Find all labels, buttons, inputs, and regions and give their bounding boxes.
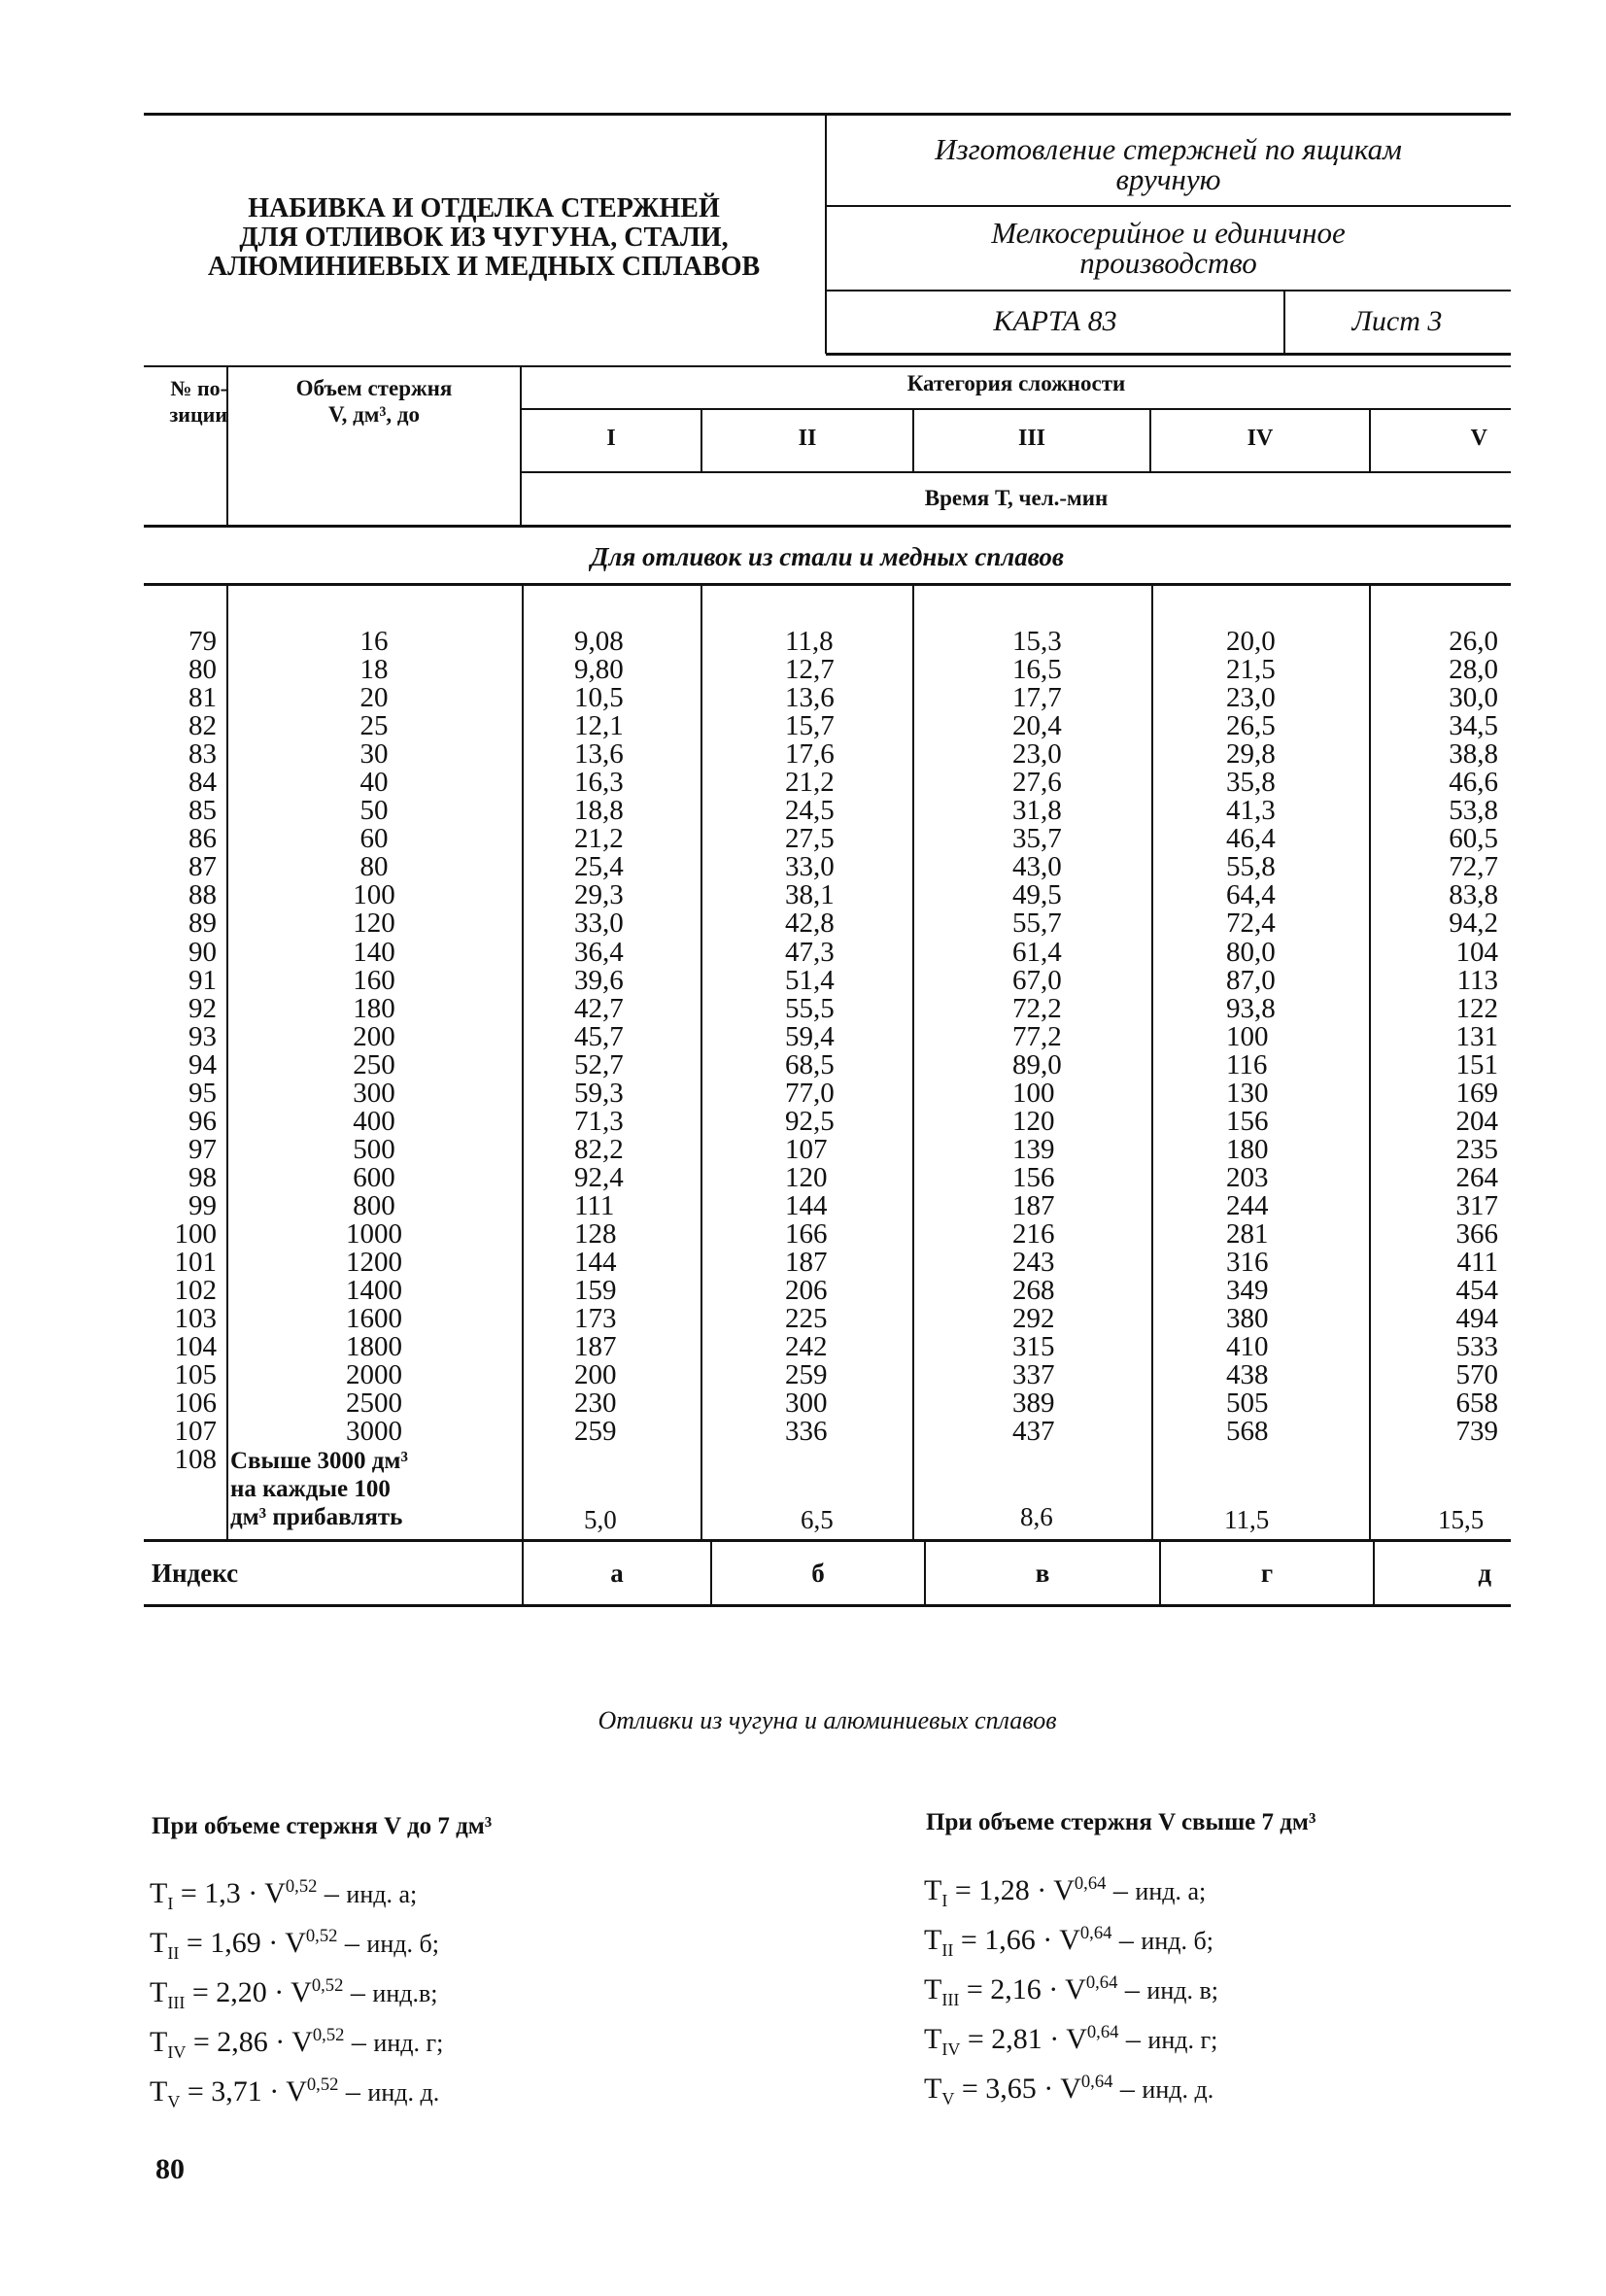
formula-line [924, 2066, 1218, 2115]
process-title: Изготовление стержней по ящикам вручную [935, 132, 1402, 196]
col-IV-values: 20,0 21,5 23,0 26,5 29,8 35,8 41,3 46,4 55,8 64,4 72,4 80,0 87,0 93,8 100 116 130 156 180 203 244 281 316 349 380 410 438 505 568 [1226, 626, 1276, 1448]
formula-exponent: 0,52 [305, 1926, 338, 1946]
formula-exponent: 0,64 [1074, 1873, 1107, 1894]
formula-coefficient: 1,69 [210, 1927, 261, 1959]
formula-variable: · V [260, 1927, 306, 1959]
position-column-header: № по- зиции [169, 376, 227, 427]
formula-dash: – [337, 1927, 367, 1959]
formula-coefficient: 2,86 [217, 2026, 268, 2058]
time-header: Время Т, чел.-мин [924, 486, 1109, 510]
left-formulas [150, 1870, 443, 2118]
formula-variable: · V [261, 2075, 307, 2108]
formula-subscript: V [167, 2092, 181, 2111]
formula-equals: = [947, 1874, 979, 1906]
formula-dash: – [1117, 1973, 1147, 2005]
formula-subscript: II [167, 1943, 180, 1963]
volumes-column: 16 18 20 25 30 40 50 60 80 100 120 140 160 180 200 250 300 400 500 600 800 1000 1200 1400 1600 1800 2000 2500 3000 [346, 626, 402, 1448]
col-V-values: 26,0 28,0 30,0 34,5 38,8 46,6 53,8 60,5 72,7 83,8 94,2 104 113 122 131 151 169 204 235 264 317 366 411 454 494 533 570 658 739 [1449, 626, 1498, 1448]
formula-subscript: I [167, 1894, 174, 1913]
formula-subscript: V [941, 2089, 955, 2108]
formula-equals: = [959, 1973, 991, 2005]
formulas-title: Отливки из чугуна и алюминиевых сплавов [598, 1706, 1057, 1734]
formula-dash: – [343, 1976, 373, 2008]
formula-equals: = [179, 1927, 211, 1959]
formula-equals: = [953, 1924, 985, 1956]
index-III: в [1035, 1559, 1050, 1588]
formula-exponent: 0,52 [311, 1975, 344, 1996]
formula-subscript: II [941, 1940, 954, 1960]
formula-coefficient: 3,71 [211, 2075, 262, 2108]
formula-variable: · V [1035, 1924, 1080, 1956]
formula-coefficient: 1,66 [984, 1924, 1036, 1956]
formula-index: инд. д. [367, 2078, 440, 2107]
formula-subscript: I [941, 1891, 948, 1910]
formula-variable: · V [1042, 2023, 1087, 2055]
formula-line [150, 2069, 443, 2118]
category-III: III [1017, 426, 1046, 451]
over-3000-row-label: Свыше 3000 дм³ на каждые 100 дм³ прибавлять [230, 1448, 408, 1530]
formula-index: инд. а; [1135, 1877, 1207, 1905]
formula-t: T [150, 2075, 168, 2108]
formula-variable: · V [1041, 1973, 1086, 2005]
formula-dash: – [317, 1877, 347, 1909]
formula-t: T [924, 2073, 942, 2105]
formula-t: T [150, 2026, 168, 2058]
formula-variable: · V [266, 1976, 312, 2008]
page-number: 80 [155, 2153, 185, 2185]
formula-coefficient: 1,3 [204, 1877, 241, 1909]
formula-index: инд. а; [346, 1880, 418, 1908]
formula-exponent: 0,64 [1085, 1972, 1118, 1993]
formula-t: T [150, 1927, 168, 1959]
right-formulas-heading: При объеме стержня V свыше 7 дм³ [926, 1809, 1316, 1835]
formula-variable: · V [240, 1877, 286, 1909]
left-formulas-heading: При объеме стержня V до 7 дм³ [152, 1813, 493, 1839]
formula-coefficient: 3,65 [985, 2073, 1037, 2105]
add-value-IV: 11,5 [1224, 1505, 1270, 1534]
category-I: I [606, 426, 616, 451]
formula-dash: – [338, 2075, 368, 2108]
col-I-values: 9,08 9,80 10,5 12,1 13,6 16,3 18,8 21,2 25,4 29,3 33,0 36,4 39,6 42,7 45,7 52,7 59,3 71,3 82,2 92,4 111 128 144 159 173 187 200 230 259 [574, 626, 624, 1448]
formula-exponent: 0,52 [285, 1876, 318, 1897]
formula-line [150, 2019, 443, 2069]
index-I: а [610, 1559, 624, 1588]
category-V: V [1470, 426, 1487, 451]
formula-t: T [924, 1973, 942, 2005]
formula-coefficient: 1,28 [978, 1874, 1030, 1906]
formula-index: инд.в; [372, 1979, 438, 2007]
formula-t: T [150, 1976, 168, 2008]
formula-index: инд. г; [373, 2029, 444, 2057]
formula-equals: = [173, 1877, 205, 1909]
formula-coefficient: 2,20 [216, 1976, 267, 2008]
formula-equals: = [954, 2073, 986, 2105]
formula-coefficient: 2,81 [991, 2023, 1042, 2055]
formula-dash: – [1111, 1924, 1142, 1956]
formula-t: T [924, 2023, 942, 2055]
formula-line [150, 1920, 443, 1970]
formula-t: T [924, 1924, 942, 1956]
card-number: КАРТА 83 [993, 305, 1117, 337]
formula-equals: = [186, 2026, 218, 2058]
formula-variable: · V [267, 2026, 313, 2058]
formula-exponent: 0,64 [1080, 2072, 1113, 2092]
formula-index: инд. в; [1146, 1976, 1218, 2005]
index-V: д [1478, 1559, 1491, 1588]
formula-exponent: 0,64 [1079, 1923, 1112, 1943]
formula-dash: – [344, 2026, 374, 2058]
formula-exponent: 0,64 [1086, 2022, 1119, 2042]
formula-index: инд. г; [1147, 2026, 1218, 2054]
formula-line [924, 1967, 1218, 2016]
formula-equals: = [960, 2023, 992, 2055]
formula-exponent: 0,52 [306, 2074, 339, 2095]
index-II: б [811, 1559, 825, 1588]
formula-line [150, 1970, 443, 2019]
formula-coefficient: 2,16 [990, 1973, 1042, 2005]
formula-dash: – [1106, 1874, 1136, 1906]
production-type: Мелкосерийное и единичное производство [991, 216, 1346, 280]
add-value-II: 6,5 [801, 1505, 834, 1534]
category-IV: IV [1247, 426, 1274, 451]
formula-line [150, 1870, 443, 1920]
col-II-values: 11,8 12,7 13,6 15,7 17,6 21,2 24,5 27,5 33,0 38,1 42,8 47,3 51,4 55,5 59,4 68,5 77,0 92,5 107 120 144 166 187 206 225 242 259 300 336 [785, 626, 835, 1448]
formula-index: инд. д. [1142, 2075, 1214, 2104]
formula-subscript: III [167, 1993, 186, 2012]
formula-equals: = [185, 1976, 217, 2008]
formula-line [924, 1917, 1218, 1967]
sheet-number: Лист 3 [1351, 305, 1443, 337]
formula-subscript: IV [167, 2042, 187, 2062]
formula-t: T [150, 1877, 168, 1909]
formula-t: T [924, 1874, 942, 1906]
index-IV: г [1260, 1559, 1274, 1588]
formula-index: инд. б; [1141, 1927, 1213, 1955]
col-III-values: 15,3 16,5 17,7 20,4 23,0 27,6 31,8 35,7 43,0 49,5 55,7 61,4 67,0 72,2 77,2 89,0 100 120 139 156 187 216 243 268 292 315 337 389 437 [1012, 626, 1062, 1448]
positions-column: 79 80 81 82 83 84 85 86 87 88 89 90 91 92 93 94 95 96 97 98 99 100 101 102 103 104 105 106 107 108 [174, 626, 217, 1476]
formula-index: инд. б; [366, 1930, 439, 1958]
formula-subscript: III [941, 1990, 960, 2009]
formula-line [924, 2016, 1218, 2066]
formula-exponent: 0,52 [312, 2025, 345, 2045]
add-value-V: 15,5 [1438, 1505, 1485, 1534]
add-value-III: 8,6 [1020, 1502, 1053, 1531]
formula-equals: = [180, 2075, 212, 2108]
add-value-I: 5,0 [584, 1505, 617, 1534]
formula-dash: – [1112, 2073, 1143, 2105]
formula-variable: · V [1036, 2073, 1081, 2105]
document-title: НАБИВКА И ОТДЕЛКА СТЕРЖНЕЙ ДЛЯ ОТЛИВОК ИЗ ЧУГУНА, СТАЛИ, АЛЮМИНИЕВЫХ И МЕДНЫХ СПЛАВОВ [207, 193, 761, 282]
formula-dash: – [1118, 2023, 1148, 2055]
complexity-category-header: Категория сложности [906, 371, 1126, 395]
category-II: II [798, 426, 817, 451]
volume-column-header: Объем стержня V, дм³, до [295, 376, 453, 427]
index-label: Индекс [152, 1559, 239, 1588]
formula-subscript: IV [941, 2039, 961, 2059]
section-title-steel: Для отливок из стали и медных сплавов [591, 542, 1064, 571]
formula-line [924, 1868, 1218, 1917]
right-formulas [924, 1868, 1218, 2115]
formula-variable: · V [1029, 1874, 1075, 1906]
